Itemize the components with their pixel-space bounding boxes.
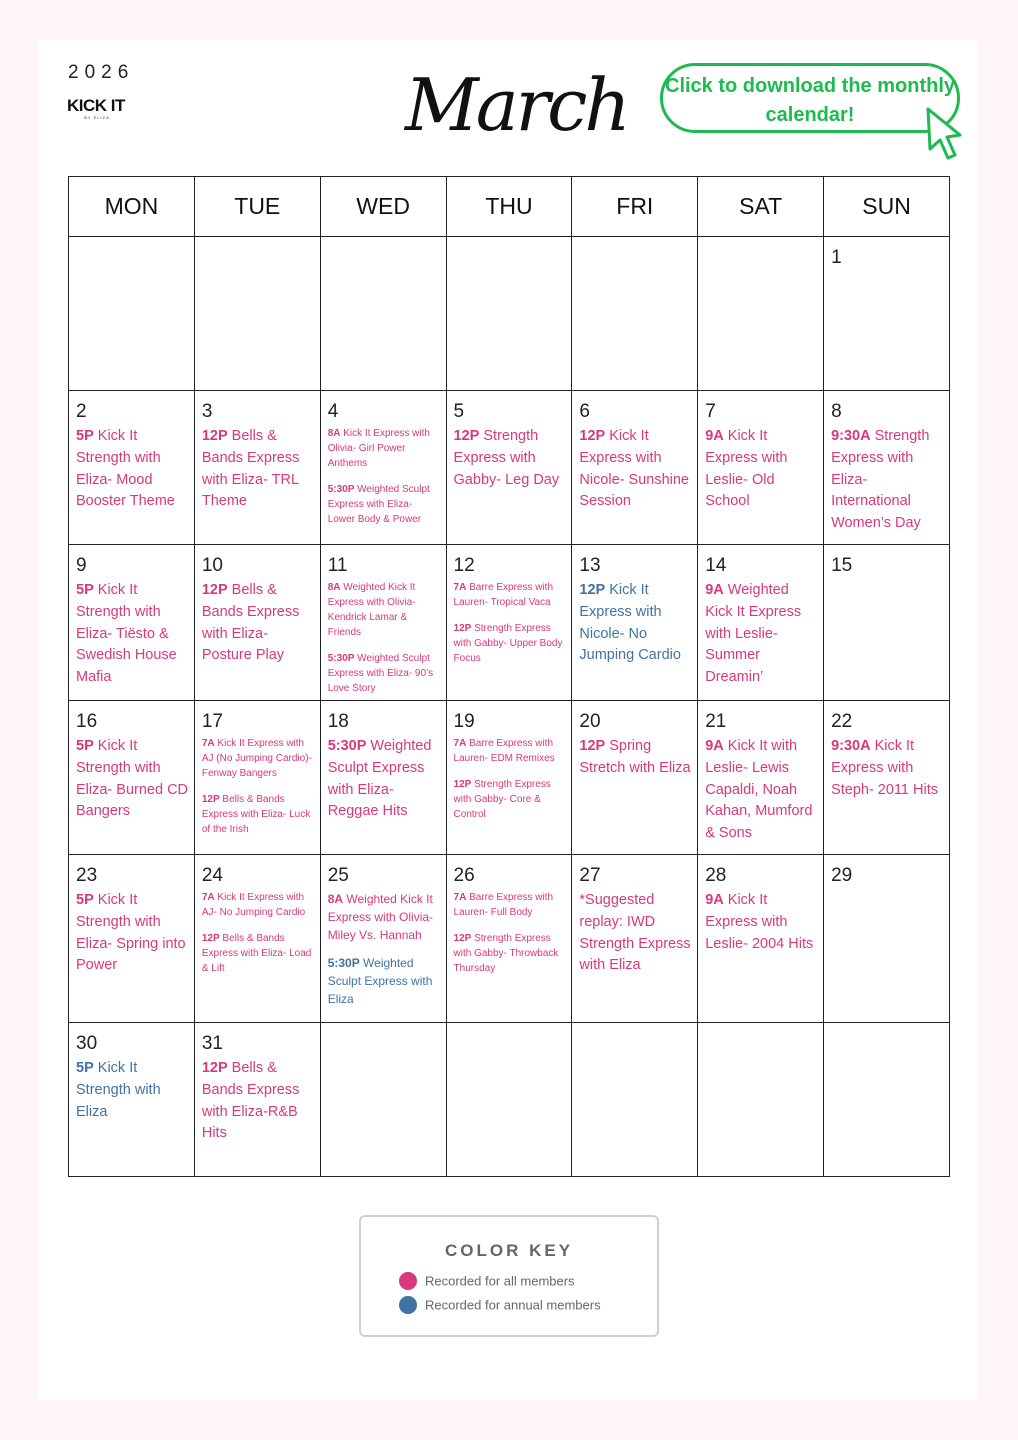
class-time: 12P [201, 1060, 228, 1076]
day-cell-15 [824, 545, 950, 701]
day-cell-11 [320, 545, 446, 701]
class-time: 7A [453, 892, 467, 903]
class-event[interactable] [202, 580, 315, 667]
day-cell-26 [446, 855, 572, 1023]
logo-subtext: BY ELIZA [84, 115, 110, 120]
class-description: Kick It Express with Nicole- Sunshine Session [579, 428, 689, 510]
day-number: 29 [831, 865, 853, 886]
class-time: 12P [201, 582, 228, 598]
day-number: 1 [831, 247, 842, 268]
class-description: Bells & Bands Express with Eliza- Posture Play [201, 582, 300, 664]
class-description: Kick It with Leslie- Lewis Capaldi, Noah Kahan, Mumford & Sons [705, 738, 813, 842]
class-description: Barre Express with Lauren- Full Body [453, 892, 554, 918]
class-event[interactable] [202, 890, 315, 920]
class-event[interactable] [328, 426, 441, 471]
day-number: 18 [327, 711, 349, 732]
weekday-fri: FRI [572, 177, 698, 237]
class-time: 9A [705, 892, 724, 908]
class-time: 12P [579, 738, 606, 754]
week-row [69, 701, 950, 855]
day-number: 8 [831, 401, 842, 422]
class-time: 12P [201, 428, 228, 444]
class-description: Kick It Strength with Eliza- Tiësto & Swedish House Mafia [76, 582, 177, 686]
class-event[interactable] [202, 1058, 315, 1145]
week-row [69, 855, 950, 1023]
day-number: 22 [831, 711, 853, 732]
calendar-body [69, 237, 950, 1177]
class-event[interactable] [76, 426, 189, 513]
class-description: Kick It Express with AJ- No Jumping Cardio [201, 892, 306, 918]
day-cell-2 [69, 391, 195, 545]
month-title: March [405, 63, 628, 147]
blue-dot-icon [399, 1296, 417, 1314]
cursor-arrow-icon [920, 105, 966, 163]
class-description: Strength Express with Gabby- Upper Body Focus [453, 623, 563, 664]
logo-text: KICK IT [67, 96, 125, 115]
pink-dot-icon [399, 1272, 417, 1290]
day-number: 30 [76, 1033, 98, 1054]
class-event[interactable] [76, 580, 189, 689]
empty-day-cell [698, 1023, 824, 1177]
day-number: 12 [453, 555, 475, 576]
day-cell-19 [446, 701, 572, 855]
class-event[interactable] [454, 931, 567, 976]
day-cell-20 [572, 701, 698, 855]
day-cell-17 [194, 701, 320, 855]
class-event[interactable] [76, 736, 189, 823]
day-number: 7 [705, 401, 716, 422]
color-key-item [399, 1297, 601, 1315]
color-key-title: COLOR KEY [444, 1241, 574, 1260]
class-event[interactable] [202, 931, 315, 976]
class-time: 12P [453, 428, 480, 444]
class-description: Weighted Sculpt Express with Eliza- 90’s Love Story [327, 653, 434, 694]
day-cell-31 [194, 1023, 320, 1177]
class-event[interactable] [831, 426, 944, 535]
empty-day-cell [572, 1023, 698, 1177]
class-time: 9:30A [831, 738, 871, 754]
day-number: 2 [76, 401, 87, 422]
class-description: Kick It Strength with Eliza- Spring into Power [76, 892, 186, 974]
weekday-header-row [69, 177, 950, 237]
day-number: 19 [453, 711, 475, 732]
day-number: 31 [201, 1033, 223, 1054]
day-cell-14 [698, 545, 824, 701]
class-event[interactable] [76, 1058, 189, 1123]
class-event[interactable] [328, 736, 441, 823]
class-description: Barre Express with Lauren- EDM Remixes [453, 738, 555, 764]
class-description: Strength Express with Gabby- Leg Day [453, 428, 560, 488]
class-time: 5P [76, 582, 94, 598]
day-number: 20 [579, 711, 601, 732]
day-cell-1 [824, 237, 950, 391]
class-description: *Suggested replay: IWD Strength Express with Eliza [579, 892, 691, 974]
class-event[interactable] [328, 580, 441, 640]
class-time: 8A [327, 428, 341, 439]
day-cell-7 [698, 391, 824, 545]
class-event[interactable] [454, 890, 567, 920]
weekday-mon: MON [69, 177, 195, 237]
day-cell-16 [69, 701, 195, 855]
weekday-sun: SUN [824, 177, 950, 237]
day-cell-3 [194, 391, 320, 545]
week-row [69, 391, 950, 545]
day-number: 17 [201, 711, 223, 732]
year-label: 2026 [68, 62, 135, 83]
class-time: 12P [453, 933, 472, 944]
day-number: 4 [327, 401, 339, 422]
color-key-label: Recorded for all members [425, 1273, 575, 1289]
class-description: Bells & Bands Express with Eliza- TRL Theme [201, 428, 300, 510]
calendar-grid [68, 176, 950, 1177]
class-event[interactable] [202, 792, 315, 837]
day-number: 9 [76, 555, 87, 576]
class-time: 12P [201, 933, 220, 944]
color-key [359, 1215, 659, 1337]
day-cell-18 [320, 701, 446, 855]
day-cell-6 [572, 391, 698, 545]
empty-day-cell [698, 237, 824, 391]
day-cell-10 [194, 545, 320, 701]
color-key-item [399, 1273, 575, 1291]
day-cell-12 [446, 545, 572, 701]
class-event[interactable] [202, 736, 315, 781]
day-number: 28 [705, 865, 727, 886]
day-cell-21 [698, 701, 824, 855]
day-cell-4 [320, 391, 446, 545]
class-description: Strength Express with Gabby- Core & Control [453, 779, 551, 820]
class-description: Weighted Sculpt Express with Eliza- Reggae Hits [327, 738, 432, 820]
class-event[interactable] [705, 580, 818, 689]
class-event[interactable] [328, 954, 441, 1008]
day-number: 16 [76, 711, 98, 732]
empty-day-cell [572, 237, 698, 391]
class-event[interactable] [705, 426, 818, 513]
class-time: 5:30P [327, 956, 360, 970]
class-event[interactable] [705, 890, 818, 955]
day-cell-8 [824, 391, 950, 545]
class-event[interactable] [454, 580, 567, 610]
download-calendar-button[interactable]: Click to download the monthly calendar! [660, 63, 960, 133]
class-description: Kick It Strength with Eliza [76, 1060, 161, 1120]
weekday-wed: WED [320, 177, 446, 237]
class-time: 12P [201, 794, 220, 805]
class-time: 5:30P [327, 484, 355, 495]
class-description: Spring Stretch with Eliza [579, 738, 691, 776]
class-time: 12P [579, 582, 606, 598]
class-time: 9A [705, 738, 724, 754]
day-number: 26 [453, 865, 475, 886]
class-description: Kick It Strength with Eliza- Burned CD Bangers [76, 738, 189, 820]
class-event[interactable] [579, 890, 692, 977]
empty-day-cell [320, 1023, 446, 1177]
class-description: Kick It Express with Olivia- Girl Power Anthems [327, 428, 430, 469]
day-cell-29 [824, 855, 950, 1023]
class-event[interactable] [579, 426, 692, 513]
class-description: Weighted Kick It Express with Olivia- Miley Vs. Hannah [327, 892, 434, 942]
brand-logo [67, 97, 127, 120]
class-time: 5:30P [327, 738, 367, 754]
week-row [69, 545, 950, 701]
day-number: 10 [201, 555, 223, 576]
class-description: Kick It Express with Leslie- 2004 Hits [705, 892, 814, 952]
weekday-tue: TUE [194, 177, 320, 237]
class-time: 5P [76, 738, 94, 754]
empty-day-cell [194, 237, 320, 391]
class-time: 8A [327, 892, 344, 906]
day-number: 14 [705, 555, 727, 576]
class-description: Weighted Sculpt Express with Eliza- Lower Body & Power [327, 484, 430, 525]
day-number: 15 [831, 555, 853, 576]
class-description: Bells & Bands Express with Eliza-R&B Hits [201, 1060, 300, 1142]
class-description: Kick It Express with Leslie- Old School [705, 428, 788, 510]
empty-day-cell [446, 1023, 572, 1177]
class-event[interactable] [705, 736, 818, 845]
class-event[interactable] [454, 621, 567, 666]
class-time: 7A [201, 892, 215, 903]
empty-day-cell [446, 237, 572, 391]
empty-day-cell [69, 237, 195, 391]
class-event[interactable] [328, 890, 441, 944]
class-description: Strength Express with Eliza- International Women’s Day [831, 428, 930, 532]
day-number: 27 [579, 865, 601, 886]
day-cell-9 [69, 545, 195, 701]
class-description: Weighted Sculpt Express with Eliza [327, 956, 433, 1006]
class-time: 9:30A [831, 428, 871, 444]
class-time: 12P [453, 779, 472, 790]
class-description: Kick It Strength with Eliza- Mood Booster Theme [76, 428, 175, 510]
class-event[interactable] [579, 736, 692, 780]
day-cell-23 [69, 855, 195, 1023]
day-number: 21 [705, 711, 727, 732]
class-time: 5P [76, 1060, 94, 1076]
class-event[interactable] [328, 651, 441, 696]
class-time: 12P [453, 623, 472, 634]
day-cell-30 [69, 1023, 195, 1177]
day-cell-28 [698, 855, 824, 1023]
color-key-label: Recorded for annual members [425, 1297, 601, 1313]
class-event[interactable] [454, 426, 567, 491]
day-cell-27 [572, 855, 698, 1023]
day-number: 6 [579, 401, 590, 422]
class-description: Kick It Express with Nicole- No Jumping Cardio [579, 582, 681, 664]
day-number: 24 [201, 865, 223, 886]
class-time: 9A [705, 582, 724, 598]
class-description: Strength Express with Gabby- Throwback Thursday [453, 933, 559, 974]
class-description: Weighted Kick It Express with Olivia- Kendrick Lamar & Friends [327, 582, 416, 638]
class-description: Bells & Bands Express with Eliza- Load & Lift [201, 933, 312, 974]
class-description: Kick It Express with Steph- 2011 Hits [831, 738, 938, 798]
class-description: Weighted Kick It Express with Leslie- Summer Dreamin’ [705, 582, 802, 686]
class-time: 7A [453, 582, 467, 593]
class-event[interactable] [454, 777, 567, 822]
day-cell-24 [194, 855, 320, 1023]
empty-day-cell [824, 1023, 950, 1177]
day-number: 25 [327, 865, 349, 886]
class-time: 7A [201, 738, 215, 749]
week-row [69, 1023, 950, 1177]
day-number: 11 [327, 555, 348, 576]
class-description: Barre Express with Lauren- Tropical Vaca [453, 582, 554, 608]
day-cell-5 [446, 391, 572, 545]
day-number: 23 [76, 865, 98, 886]
class-time: 5P [76, 892, 94, 908]
class-description: Bells & Bands Express with Eliza- Luck of the Irish [201, 794, 311, 835]
class-time: 8A [327, 582, 341, 593]
day-number: 5 [453, 401, 465, 422]
class-event[interactable] [579, 580, 692, 667]
class-time: 5P [76, 428, 94, 444]
day-number: 13 [579, 555, 601, 576]
day-cell-13 [572, 545, 698, 701]
weekday-sat: SAT [698, 177, 824, 237]
week-row [69, 237, 950, 391]
day-cell-22 [824, 701, 950, 855]
class-event[interactable] [76, 890, 189, 977]
weekday-thu: THU [446, 177, 572, 237]
day-number: 3 [201, 401, 213, 422]
class-event[interactable] [328, 482, 441, 527]
class-time: 9A [705, 428, 724, 444]
class-event[interactable] [454, 736, 567, 766]
class-time: 12P [579, 428, 606, 444]
empty-day-cell [320, 237, 446, 391]
class-description: Kick It Express with AJ (No Jumping Cardio)- Fenway Bangers [201, 738, 312, 779]
class-event[interactable] [202, 426, 315, 513]
class-event[interactable] [831, 736, 944, 801]
day-cell-25 [320, 855, 446, 1023]
class-time: 7A [453, 738, 467, 749]
class-time: 5:30P [327, 653, 355, 664]
